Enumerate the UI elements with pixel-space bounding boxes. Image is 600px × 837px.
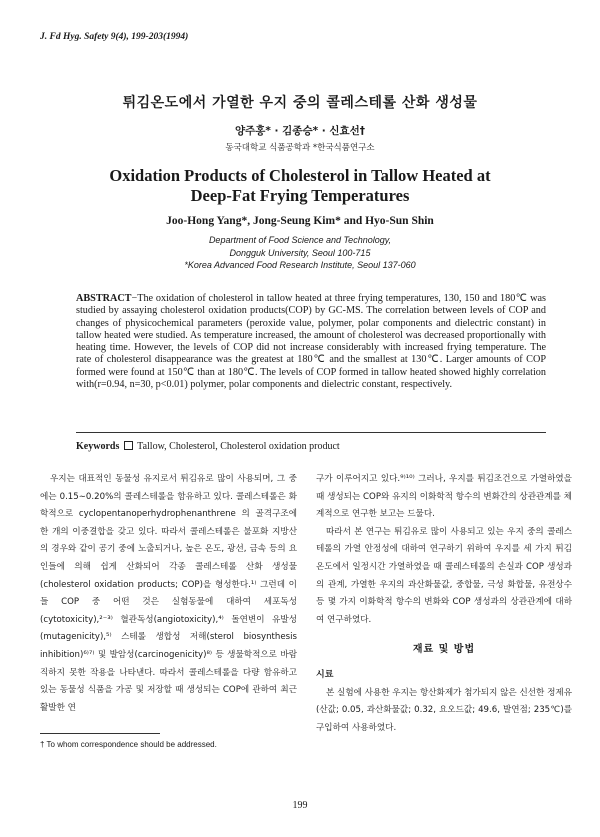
english-title-line-2: Deep-Fat Frying Temperatures xyxy=(190,186,410,205)
right-column xyxy=(316,471,572,737)
korean-title: 튀김온도에서 가열한 우지 중의 콜레스테롤 산화 생성물 xyxy=(122,95,478,111)
footnote: † To whom correspondence should be addressed. xyxy=(40,740,217,749)
affiliation-line-1: Department of Food Science and Technology, xyxy=(208,235,392,245)
abstract-text: −The oxidation of cholesterol in tallow heated at three frying temperatures, 130, 150 and 180℃ was studied by assaying cholesterol oxidation products(COP) by GC-MS. The correlation between levels of COP and changes of physicochemical parameters (peroxide value, polymer, polar components and dielectric constant) in tallow heated were studied. As temperature increased, the amount of cholesterol was decreased proportionally with heating time. However, the levels of COP did not increase considerably with increased frying temperature. The rate of cholesterol disappearance was the greatest at 180℃ and the smallest at 130℃. Larger amounts of COP formed were found at 150℃ than at 180℃. The levels of COP formed in tallow heated showed highly correlation with(r=0.94, n=30, p<0.01) polymer, polar components and dielectric constant, respectively. xyxy=(76,293,546,391)
english-title-line-1: Oxidation Products of Cholesterol in Tallow Heated at xyxy=(109,166,491,185)
abstract xyxy=(76,293,546,391)
footnote-divider xyxy=(40,733,160,734)
korean-affiliation: 동국대학교 식품공학과 *한국식품연구소 xyxy=(225,143,375,153)
journal-citation: J. Fd Hyg. Safety 9(4), 199-203(1994) xyxy=(40,32,189,42)
purpose-paragraph: 따라서 본 연구는 튀김유로 많이 사용되고 있는 우지 중의 콜레스테롤의 가열 안정성에 대하여 연구하기 위하여 우지를 세 가지 튀김온도에서 일정시간 가열하였을 때 콜레스테롤의 손실과 COP 생성과의 관계, 가열한 우지의 과산화물값, 중합물, 극성 화합물, 유전상수 등 몇 가지 이화학적 항수의 변화와 COP 생성과의 상관관계에 대하여 연구하였다. xyxy=(316,526,572,625)
sample-paragraph: 본 실험에 사용한 우지는 항산화제가 첨가되지 않은 신선한 정제유(산값; 0.05, 과산화물값; 0.32, 요오드값; 49.6, 발연점; 235℃)를 구입하여 사용하였다. xyxy=(316,687,572,733)
subsection-heading-sample: 시료 xyxy=(316,669,334,680)
keywords-text: Tallow, Cholesterol, Cholesterol oxidation product xyxy=(137,441,340,452)
english-authors: Joo-Hong Yang*, Jong-Seung Kim* and Hyo-Sun Shin xyxy=(166,215,434,227)
keywords-divider xyxy=(76,432,546,433)
left-column xyxy=(40,471,297,717)
affiliation-line-3: *Korea Advanced Food Research Institute, Seoul 137-060 xyxy=(184,260,416,270)
page-number: 199 xyxy=(292,800,308,811)
affiliation-line-2: Dongguk University, Seoul 100-715 xyxy=(229,247,371,258)
intro-continued-paragraph: 구가 이루어지고 있다.⁹⁾¹⁰⁾ 그러나, 우지를 튀김조건으로 가열하였을 때 생성되는 COP와 유지의 이화학적 항수의 변화간의 상관관계를 체계적으로 연구한 보고는 드물다. xyxy=(316,474,572,520)
english-affiliation xyxy=(0,234,600,272)
abstract-label: ABSTRACT xyxy=(76,293,132,304)
english-title xyxy=(0,166,600,206)
keywords xyxy=(76,441,546,452)
checkbox-icon xyxy=(124,441,133,450)
keywords-label: Keywords xyxy=(76,441,120,452)
korean-authors: 양주홍* · 김종승* · 신효선† xyxy=(234,125,366,137)
intro-paragraph: 우지는 대표적인 동물성 유지로서 튀김유로 많이 사용되며, 그 중에는 0.15∼0.20%의 콜레스테롤을 함유하고 있다. 콜레스테롤은 화학적으로 cyclopentanoperhydrophenanthrene 의 골격구조에 한 개의 이중결합을 갖고 있다. 따라서 콜레스테롤은 불포화 지방산의 경우와 같이 공기 중에 노출되거나, 높은 온도, 광선, 금속 등의 요인들에 의해 쉽게 산화되어 각종 콜레스테롤 산화 생성물(cholesterol oxidation products; COP)을 형성한다.¹⁾ 그런데 이들 COP 중 어떤 것은 실험동물에 대하여 세포독성(cytotoxicity),²⁻³⁾ 혈관독성(angiotoxicity),⁴⁾ 돌연변이 유발성(mutagenicity),⁵⁾ 스테롤 생합성 저해(sterol biosynthesis inhibition)⁶⁾⁷⁾ 및 발암성(carcinogenicity)⁸⁾ 등 생물학적으로 바람직하지 못한 작용을 나타낸다. 따라서 콜레스테롤을 다량 함유하고 있는 동물성 식품을 가공 및 저장할 때 생성되는 COP에 관하여 최근 활발한 연 xyxy=(40,474,297,713)
section-heading-materials-methods: 재료 및 방법 xyxy=(412,644,476,656)
